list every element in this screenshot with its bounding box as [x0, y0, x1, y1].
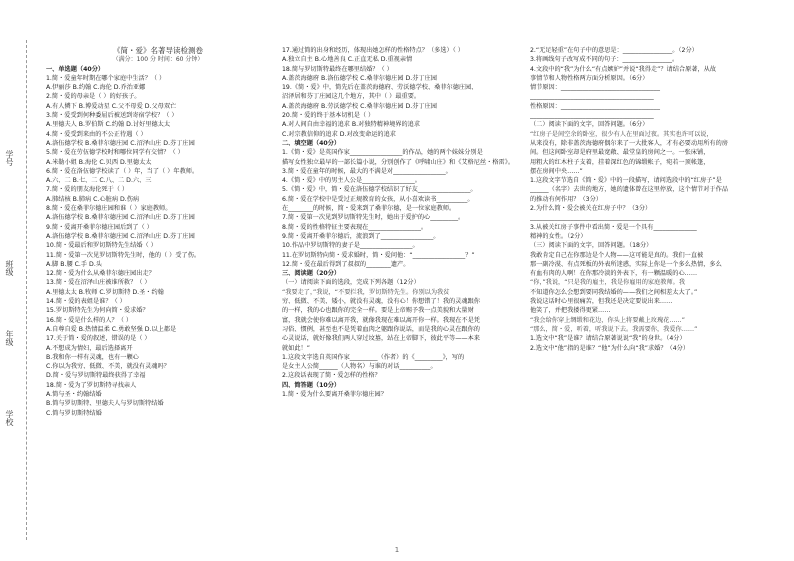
question-line: 3.将画线句子改写成不同的句子：________________。 [530, 56, 679, 64]
right-question-list [530, 46, 774, 353]
question-line: 14.简・爱的表姐是谁？（ ） [46, 298, 126, 306]
question-line: 16.简・爱是什么样的人？（ ） [46, 316, 133, 324]
question-line: ________________________________________ [530, 112, 654, 120]
question-line: “红房子是间空余的卧室，很少有人在里面过夜。其实也许可以说， [530, 130, 713, 138]
question-line: ________________________________________ [530, 214, 654, 222]
question-line: 7.简・爱的朋友海伦死于（ ） [46, 186, 129, 194]
question-line: A.米勒小姐 B.海伦 C.贝西 D.里德太太 [46, 158, 152, 166]
question-line: 10.简・爱最后和罗切斯特先生结婚（ ） [46, 242, 157, 250]
question-line: 8.简・爱在桑菲尔德庄园和谁（ ）家庭教师。 [46, 205, 172, 213]
question-line: A.独立自主 B.心地善良 C.正直无私 D.重视亲情 [282, 56, 413, 64]
question-line: ________________________________________ [530, 93, 654, 101]
binding-dashed-line [26, 40, 27, 540]
question-line: 2.简・爱的母亲是（ ）的好孩子。 [46, 93, 141, 101]
question-line: A.洛伍德学校 B.桑菲尔德庄园 C.沼泽山庄 D.芬丁庄园 [46, 139, 195, 147]
question-line: 间。但这间卧室却是府里最宽敞、最堂皇的房间之一。一张床铺， [530, 149, 710, 157]
question-line: 12.简・爱为什么从桑菲尔德庄园出走？ [46, 270, 155, 278]
question-line: 11.在罗切斯特向简・爱求婚时，简・爱问他：“_________________？” [282, 251, 475, 259]
question-line: 有血有肉的人啊！在你那冷淡的外表下，有一颗温暖的心…… [530, 270, 698, 278]
question-line: ______（名字）去世的地方，她的遗体曾在这里停放，这个情节对于作品 [530, 186, 728, 194]
margin-label-class: 班级 [5, 260, 14, 276]
question-line: 精神的女性。（2分） [530, 232, 587, 240]
exam-subtitle: （满分：100 分 时间：60 分钟） [112, 56, 204, 64]
question-line: 沼泽居和芬丁庄园这几个地方，其中（ ）最重要。 [282, 93, 421, 101]
question-line: 情节原因：________________________________ [530, 84, 660, 92]
question-line: 17.通过简的出身和经历，体现出她怎样的性格特点？（多选）（ ） [282, 47, 464, 54]
column-left [46, 46, 270, 418]
question-line: A.洛伍德学校 B.桑菲尔德庄园 C.沼泽山庄 D.芬丁庄园 [46, 214, 195, 222]
question-line: 三、阅读题（20分） [282, 270, 341, 278]
question-line: 1.这段文字选自英国作家_________（作者）的《_________》，写的 [282, 353, 465, 361]
question-line: A.简与圣・约翰结婚 [46, 390, 102, 398]
question-line: 心灵说话，就好像我们两人穿过坟墓，站在上帝脚下，彼此平等——本来 [282, 335, 480, 343]
question-line: （一）请阅读下面的选段，完成下列各题（12分） [282, 279, 420, 287]
question-line: 20.简・爱的终于基本切机是（ ） [282, 112, 375, 120]
middle-question-list [282, 46, 522, 399]
question-line: 是女主人公简______（人物名）与谁的对话__________。 [282, 363, 437, 371]
question-line: “那么，简・爱，听着，听我说下去。我需要你，我爱你……” [530, 325, 698, 333]
question-line: 13.简・爱在沼泽山庄被谁所救？（ ） [46, 279, 151, 287]
question-line: （二）阅读下面的文字，回答问题。（6分） [530, 121, 649, 129]
question-line: 4.简・爱受到来由的不公正待遇（ ） [46, 130, 147, 138]
question-line: 1.选文中“我”是谁？请结合原著说说“我”的身世。（4分） [530, 335, 686, 343]
question-line: 18.简与罗切斯特最终在哪里结婚？（ ） [282, 65, 393, 73]
question-line: A.对人间自由幸福的追求 B.对独特精神境界的追求 [282, 121, 421, 129]
question-line: “我会给你穿上绸缎和花边，你头上将要戴上玫瑰花……” [530, 316, 685, 324]
question-line: A.肺结核 B.肺病 C.心脏病 D.伤病 [46, 195, 140, 203]
question-line: 摆在房间中央……” [530, 167, 583, 175]
column-middle [282, 46, 522, 399]
question-line: 6.简・爱在学校中是受过正规教育的女孩，从小喜欢读书__________。 [282, 195, 474, 203]
question-line: 5.《简・爱》中，简・爱在洛伍德学校结识了好友_________________。 [282, 186, 477, 194]
left-question-list [46, 65, 270, 418]
question-line: 的推动有何作用？（3分） [530, 195, 602, 203]
column-right [530, 46, 774, 353]
question-line: 1.简・爱为什么要离开桑菲尔德庄园？ [282, 390, 387, 398]
question-line: “我要走了，”我说，“不要拦我，罗切斯特先生。你别以为我贫 [282, 288, 450, 296]
question-line: （三）阅读下面的文字，回答问题。（18分） [530, 242, 653, 250]
question-line: C.对宗教信仰的追求 D.对改变命运的追求 [282, 130, 396, 138]
question-line: 15.罗切斯特先生为何向简・爱求婚？ [46, 307, 149, 315]
question-line: 2.选文中“他”指的是谁？“他”为什么向“我”求婚？（4分） [530, 344, 690, 352]
margin-label-grade: 年级 [5, 330, 14, 346]
question-line: 1.《简・爱》是英国作家_________________的作品，她的两个妹妹分别是 [282, 149, 483, 157]
question-line: 17.关于简・爱的叙述，错误的是（ ） [46, 335, 151, 343]
question-line: 我敢肯定自己在你那边是个人物——这可能是真的。我们一直被 [530, 251, 704, 259]
question-line: “你，”我说，“只是我的雇主，我是你雇用的家庭教师。我 [530, 279, 686, 287]
question-line: B.我和你一样有灵魂，也有一颗心 [46, 353, 139, 361]
question-line: 19.《简・爱》中，简先后在盖茨海德府、劳沃德学校、桑菲尔德庄园、 [282, 84, 478, 92]
question-line: 8.简・爱的性格特征主要表现在_________________。 [282, 223, 428, 231]
question-line: 富，我就会使你难以离开我，就像我现在难以离开你一样。我现在不是凭 [282, 316, 480, 324]
question-line: 2.为什么简・爱会被关在红房子中？（3分） [530, 205, 652, 213]
question-line: 从来没有，除非盖茨海德府偶尔来了一大批客人，才有必要动用所有的房 [530, 139, 728, 147]
question-line: A.洛伍德学校 B.桑菲尔德庄园 C.沼泽山庄 D.芬丁庄园 [46, 232, 195, 240]
question-line: 就如此！” [282, 344, 310, 352]
question-line: 不知道你怎么会想到要同我结婚的——我们之间相差太大了。” [530, 288, 698, 296]
question-line: 他笑了，并把我搂得更紧…… [530, 307, 611, 315]
question-line: 1.这段文字节选自《简・爱》中的一段描写，请问选段中的“红房子”是 [530, 177, 722, 185]
question-line: 18.简・爱为了罗切斯特寻找亲人 [46, 381, 137, 389]
question-line: 一、单选题（40分） [46, 65, 105, 73]
margin-label-school: 学校 [5, 410, 14, 426]
question-line: 性格原因：________________________________ [530, 102, 660, 110]
question-line: 二、填空题（40分） [282, 139, 341, 147]
question-line: B.简与罗切斯特、里德夫人与罗切斯特结婚 [46, 400, 164, 408]
question-line: 4.文段中的“我”为什么“有点嫉妒”并说“我得走”？请结合原著，从故 [530, 65, 717, 73]
question-line: C.你以为我穷、低微、不美，就没有灵魂吗？ [46, 363, 170, 371]
question-line: A.伊丽莎 B.约翰 C.海伦 D.乔治亚娜 [46, 84, 146, 92]
question-line: 3.简・爱在童年的时候，最大的不满是对_________________。 [282, 167, 452, 175]
question-line: 3.简・爱受到何种委屈后被送到寄宿学校？（ ） [46, 112, 178, 120]
question-line: 9.简・爱离开桑菲尔德后，流浪到了_________________。 [282, 232, 440, 240]
question-line: 习俗、惯例，甚至也不是凭着血肉之躯跟你说话，而是我的心灵在跟你的 [282, 325, 480, 333]
question-line: A.不想成为情妇，最后选择离开 [46, 344, 133, 352]
page-number: 1 [394, 546, 400, 554]
question-line: 用粗大的红木柱子支着，挂着深红色的锦缎帐子，宛若一顶帐篷， [530, 158, 710, 166]
question-line: 那一副冷漠、有点死板的外表所迷惑，实际上你是一个多么热情，多么 [530, 260, 722, 268]
question-line: 4.《简・爱》中的男主人公是_________________。 [282, 177, 421, 185]
question-line: 四、简答题（10分） [282, 381, 341, 389]
question-line: 描写女性独立最早的一部长篇小说，分别创作了《呼啸山庄》和《艾格尼丝・格雷》。 [282, 158, 515, 166]
question-line: A.脚 B.腰 C.手 D.头 [46, 260, 102, 268]
margin-label-student-id: 学号 [5, 150, 14, 166]
exam-title: 《简・爱》名著导读检测卷 [113, 46, 203, 55]
question-line: A.里德太太 B.牧师 C.罗切斯特 D.圣・约翰 [46, 288, 164, 296]
question-line: 2.“无足轻重”在句子中的意思是：________________。（2分） [530, 47, 698, 54]
question-line: A.里德夫人 B.罗伯斯 C.约翰 D.讨好里德太太 [46, 121, 171, 129]
question-line: 2.这段话表现了简・爱怎样的性格？ [282, 372, 381, 380]
question-line: A.六、二 B.七、二 C.八、二 D.六、三 [46, 177, 152, 185]
question-line: A.有人憐下 B.博爱动星 C.父不母爱 D.父母双亡 [46, 102, 177, 110]
question-line: 穷、低微、不美、矮小，就没有灵魂，没有心！你想错了！我的灵魂跟你 [282, 298, 480, 306]
question-line: 10.作品中罗切斯特的妻子是_________________。 [282, 242, 419, 250]
question-line: 在________的时候，简・爱来到了桑菲尔德，是一位家庭教师。 [282, 205, 456, 213]
question-line: A.自尊自爱 B.热情温柔 C.勇敢坚强 D.以上都是 [46, 325, 177, 333]
question-line: 11.简・爱第一次见罗切斯特先生时，他的（ ）受了伤。 [46, 251, 201, 259]
question-line: C.简与罗切斯特结婚 [46, 409, 102, 417]
question-line: A.盖茨海德府 B.洛伍德学校 C.桑菲尔德庄园 D.芬丁庄园 [282, 74, 437, 82]
question-line: 事情节和人物性格两方面分析原因。（6分） [530, 74, 649, 82]
question-line: A.盖茨海德府 B.劳沃德学校 C.桑菲尔德庄园 D.芬丁庄园 [282, 102, 437, 110]
question-line: 6.简・爱在洛伍德学校读了（ ）年，当了（ ）年教师。 [46, 167, 199, 175]
binding-margin [0, 0, 36, 561]
question-line: 9.简・爱离开桑菲尔德庄园后到了（ ） [46, 223, 153, 231]
question-line: D.简・爱与罗切斯特最终获得了幸福 [46, 372, 146, 380]
question-line: 12.简・爱在最后得到了叔叔的________遗产。 [282, 260, 410, 268]
question-line: 3.从被关红房子事件中看出简・爱是一个具有______________ [530, 223, 697, 231]
question-line: 的一样，我的心也跟你的完全一样。要是上帝赐予我一点美貌和大量财 [282, 307, 474, 315]
question-line: 1.简・爱童年时期在哪个家庭中生活？（ ） [46, 74, 166, 82]
question-line: 5.简・爱在劳伍德学校时和哪位同学有交情？（ ） [46, 149, 184, 157]
question-line: 7.简・爱第一次见到罗切斯特先生时，她出于爱护的心_________。 [282, 214, 465, 222]
question-line: 我说这话时心里很痛苦，但我还是决定要说出来…… [530, 298, 673, 306]
